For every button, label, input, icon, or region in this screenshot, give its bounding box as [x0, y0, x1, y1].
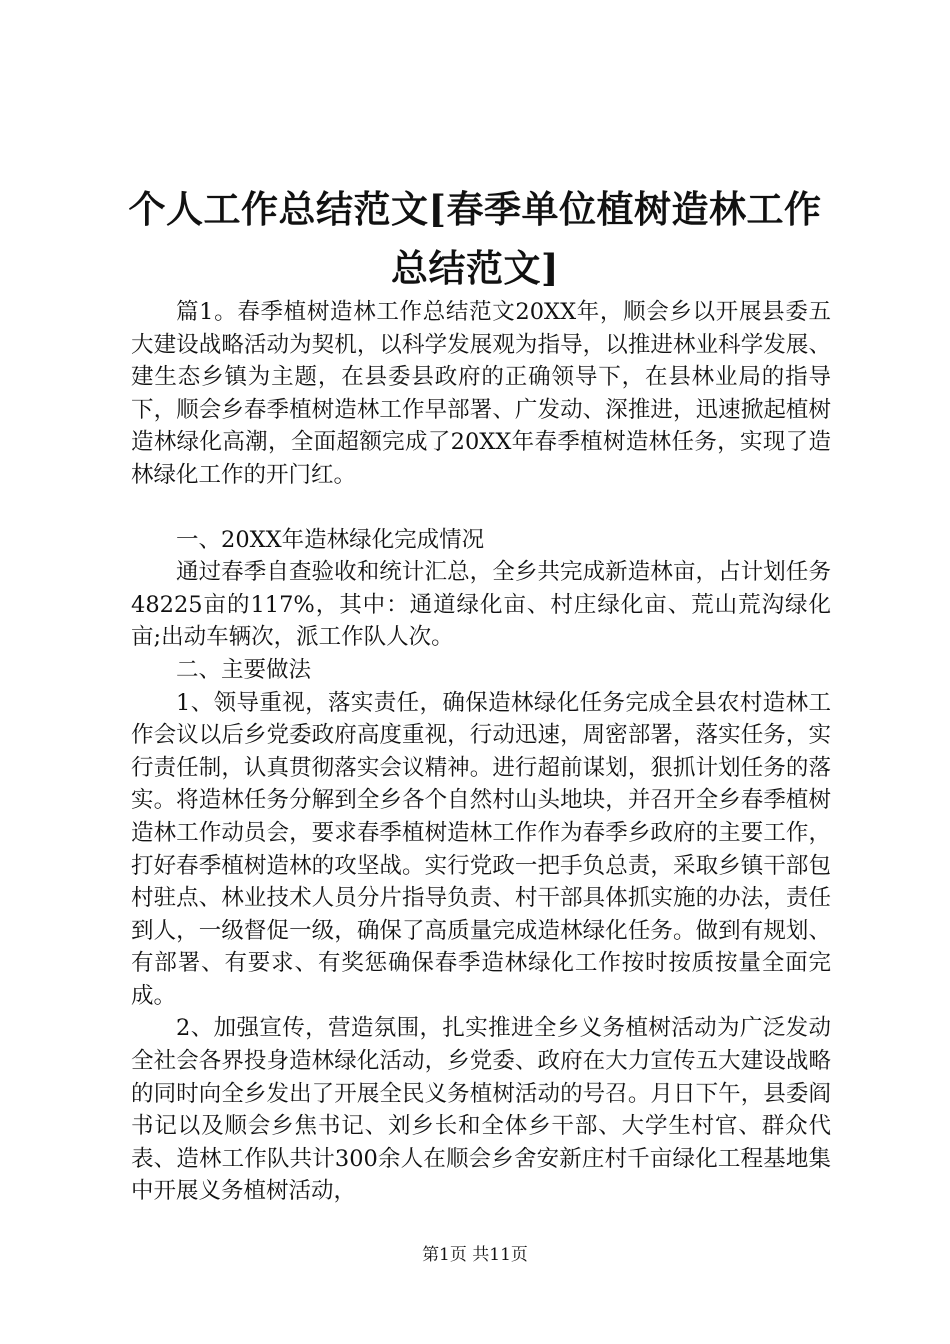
paragraph-intro: 篇1。春季植树造林工作总结范文20XX年，顺会乡以开展县委五大建设战略活动为契机，以科学发展观为指导，以推进林业科学发展、建生态乡镇为主题，在县委县政府的正确领导下，在县林业局的指导下，顺会乡春季植树造林工作早部署、广发动、深推进，迅速掀起植树造林绿化高潮，全面超额完成了20XX年春季植树造林任务，实现了造林绿化工作的开门红。 [131, 299, 831, 488]
page-footer: 第1页 共11页 [422, 1245, 528, 1265]
document-title: 个人工作总结范文[春季单位植树造林工作总结范文] [128, 187, 822, 290]
section-heading-2: 二、主要做法 [176, 656, 312, 683]
paragraph-method-2: 2、加强宣传，营造氛围，扎实推进全乡义务植树活动为广泛发动全社会各界投身造林绿化活动，乡党委、政府在大力宣传五大建设战略的同时向全乡发出了开展全民义务植树活动的号召。月日下午，县委阎书记以及顺会乡焦书记、刘乡长和全体乡干部、大学生村官、群众代表、造林工作队共计300余人在顺会乡舍安新庄村千亩绿化工程基地集中开展义务植树活动， [131, 1015, 831, 1205]
document-body [131, 296, 831, 1208]
section-heading-1: 一、20XX年造林绿化完成情况 [176, 526, 485, 553]
paragraph-completion: 通过春季自查验收和统计汇总，全乡共完成新造林亩，占计划任务48225亩的117%，其中：通道绿化亩、村庄绿化亩、荒山荒沟绿化亩;出动车辆次，派工作队人次。 [131, 559, 831, 651]
paragraph-method-1: 1、领导重视，落实责任，确保造林绿化任务完成全县农村造林工作会议以后乡党委政府高度重视，行动迅速，周密部署，落实任务，实行责任制，认真贯彻落实会议精神。进行超前谋划，狠抓计划任务的落实。将造林任务分解到全乡各个自然村山头地块，并召开全乡春季植树造林工作动员会，要求春季植树造林工作作为春季乡政府的主要工作，打好春季植树造林的攻坚战。实行党政一把手负总责，采取乡镇干部包村驻点、林业技术人员分片指导负责、村干部具体抓实施的办法，责任到人，一级督促一级，确保了高质量完成造林绿化任务。做到有规划、有部署、有要求、有奖惩确保春季造林绿化工作按时按质按量全面完成。 [131, 689, 831, 1009]
